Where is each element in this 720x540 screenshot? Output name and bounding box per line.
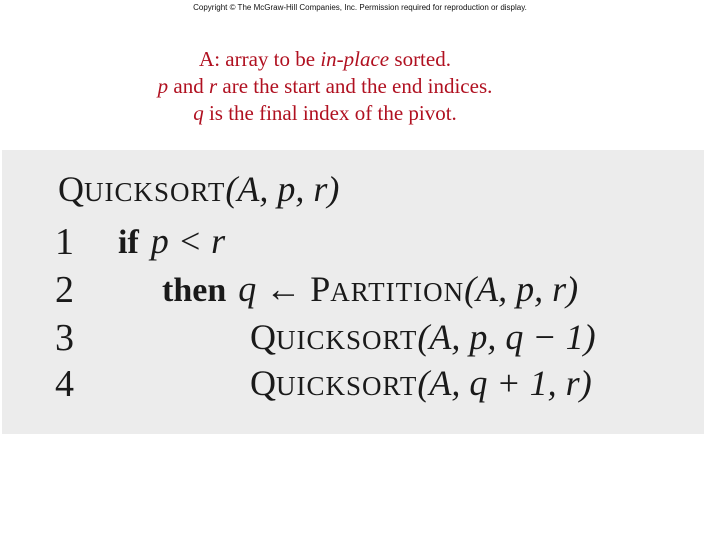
assignment-lhs: q ←: [238, 269, 311, 309]
line-number: 3: [55, 317, 74, 359]
caption-var-r: r: [208, 74, 218, 98]
caption-line-2: [0, 73, 650, 100]
code-line-3: [250, 316, 596, 358]
caption-var-q: q: [193, 101, 204, 125]
caption-text: A: array to be: [199, 47, 321, 71]
condition-expr: p < r: [150, 221, 226, 261]
smallcaps-rest: UICKSORT: [276, 325, 418, 355]
keyword-then: then: [162, 272, 227, 309]
copyright-notice: Copyright © The McGraw-Hill Companies, Inc. Permission required for reproduction or display.: [193, 3, 527, 12]
caption-text: and: [168, 74, 209, 98]
smallcaps-rest: UICKSORT: [276, 371, 418, 401]
smallcaps-initial: Q: [250, 363, 276, 403]
line-number: 2: [55, 269, 74, 311]
code-line-4: [250, 362, 592, 404]
keyword-if: if: [118, 224, 139, 261]
smallcaps-initial: P: [310, 269, 331, 309]
call-args: (A, p, r): [464, 269, 579, 309]
caption-text: are the start and the end indices.: [217, 74, 493, 98]
caption-text: sorted.: [389, 47, 451, 71]
line-number: 4: [55, 363, 74, 405]
smallcaps-initial: Q: [250, 317, 276, 357]
caption-line-1: [0, 46, 650, 73]
code-line-2: [162, 268, 578, 310]
smallcaps-rest: UICKSORT: [84, 177, 226, 207]
pseudocode-panel: [2, 150, 704, 434]
caption: [0, 46, 650, 127]
title-args: (A, p, r): [225, 169, 340, 209]
call-args: (A, p, q − 1): [417, 317, 596, 357]
caption-text: is the final index of the pivot.: [203, 101, 457, 125]
line-number: 1: [55, 221, 74, 263]
pseudocode-title: [58, 168, 339, 210]
smallcaps-initial: Q: [58, 169, 84, 209]
caption-var-p: p: [157, 74, 169, 98]
caption-italic: in-place: [320, 47, 390, 71]
smallcaps-rest: ARTITION: [330, 277, 465, 307]
caption-line-3: [0, 100, 650, 127]
call-args: (A, q + 1, r): [417, 363, 592, 403]
code-line-1: [118, 220, 225, 262]
